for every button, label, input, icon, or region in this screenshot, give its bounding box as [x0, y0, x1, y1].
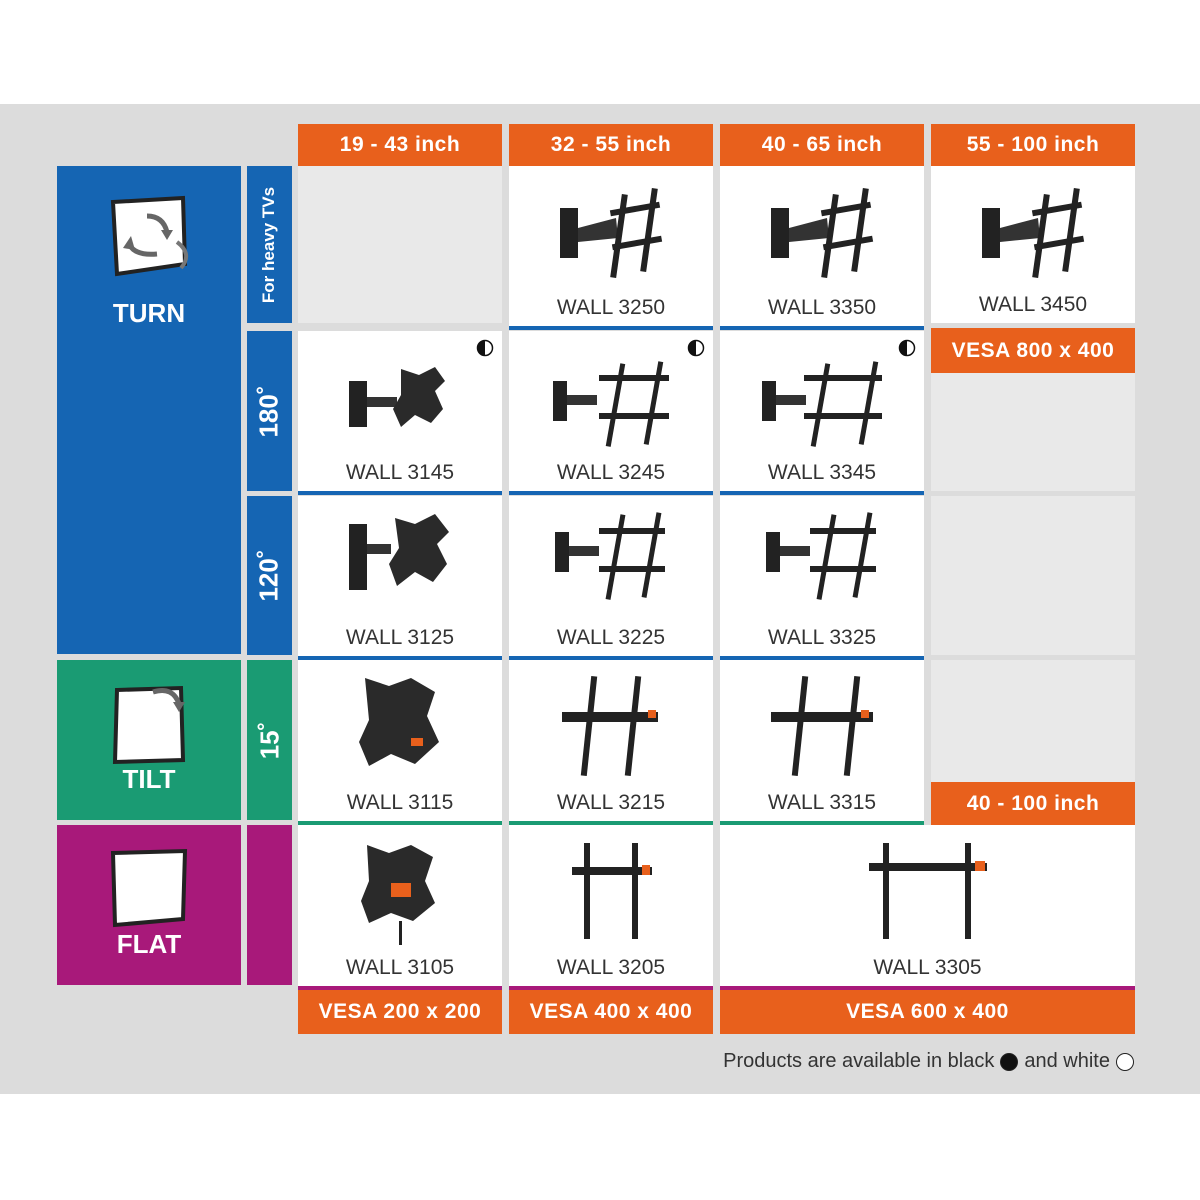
product-label: WALL 3205: [556, 956, 666, 979]
availability-text-black: Products are available in black: [723, 1050, 995, 1072]
tilt-screen-icon: [111, 680, 191, 766]
product-label: WALL 3325: [767, 626, 877, 649]
product-wall-3450[interactable]: [931, 166, 1135, 323]
subrow-flat: [247, 825, 292, 985]
empty-cell: [931, 373, 1135, 491]
subrow-180: [247, 331, 292, 491]
product-wall-3315[interactable]: [720, 660, 924, 825]
half-circle-icon: [476, 339, 494, 357]
empty-cell: [931, 660, 1135, 782]
tv-mount-icon: [764, 508, 880, 603]
availability-note: [723, 1050, 1134, 1073]
product-label: WALL 3305: [873, 956, 982, 979]
product-wall-3325[interactable]: [720, 496, 924, 660]
product-label: WALL 3115: [346, 791, 454, 814]
product-label: WALL 3125: [345, 626, 455, 649]
turn-screen-icon: [107, 194, 193, 280]
column-header-32-55: 32 - 55 inch: [509, 124, 713, 166]
product-label: WALL 3215: [556, 791, 666, 814]
tv-mount-icon: [553, 508, 669, 603]
product-label: WALL 3245: [556, 461, 666, 484]
tv-mount-icon: [566, 837, 656, 947]
subrow-180-label: 180˚: [254, 384, 285, 438]
half-circle-icon: [687, 339, 705, 357]
product-label: WALL 3105: [345, 956, 455, 979]
product-label: WALL 3450: [978, 293, 1088, 316]
product-wall-3205[interactable]: [509, 825, 713, 990]
subrow-heavy-tvs: [247, 166, 292, 323]
category-tilt-label: TILT: [122, 764, 176, 794]
product-label: WALL 3250: [556, 296, 666, 319]
product-label: WALL 3350: [767, 296, 877, 319]
tv-mount-icon: [355, 837, 445, 947]
product-wall-3245[interactable]: [509, 331, 713, 495]
category-flat: [57, 825, 241, 985]
tv-mount-icon: [863, 837, 993, 947]
column-header-55-100: 55 - 100 inch: [931, 124, 1135, 166]
black-dot-icon: [1000, 1053, 1018, 1071]
tv-mount-icon: [345, 361, 455, 441]
product-wall-3305[interactable]: [720, 825, 1135, 990]
subrow-15: [247, 660, 292, 820]
subrow-heavy-tvs-label: For heavy TVs: [259, 186, 279, 303]
tv-mount-icon: [556, 672, 666, 782]
column-header-19-43: 19 - 43 inch: [298, 124, 502, 166]
product-label: WALL 3345: [767, 461, 877, 484]
tv-mount-icon: [767, 672, 877, 782]
white-dot-icon: [1116, 1053, 1134, 1071]
category-tilt: [57, 660, 241, 820]
product-label: WALL 3315: [767, 791, 877, 814]
tv-mount-icon: [760, 359, 884, 449]
product-label: WALL 3145: [345, 461, 455, 484]
vesa-800-badge: VESA 800 x 400: [931, 328, 1135, 373]
inch-40-100-badge: 40 - 100 inch: [931, 782, 1135, 825]
half-circle-icon: [898, 339, 916, 357]
category-turn: [57, 166, 241, 654]
subrow-15-label: 15˚: [253, 721, 284, 759]
product-wall-3105[interactable]: [298, 825, 502, 990]
product-wall-3215[interactable]: [509, 660, 713, 825]
tv-mount-icon: [767, 178, 877, 278]
category-turn-label: TURN: [112, 298, 186, 328]
tv-mount-icon: [556, 178, 666, 278]
tv-mount-icon: [978, 178, 1088, 278]
product-wall-3250[interactable]: [509, 166, 713, 330]
product-wall-3345[interactable]: [720, 331, 924, 495]
vesa-400-badge: VESA 400 x 400: [509, 990, 713, 1034]
flat-screen-icon: [109, 847, 189, 929]
subrow-120-label: 120˚: [254, 549, 285, 602]
product-label: WALL 3225: [556, 626, 666, 649]
product-wall-3350[interactable]: [720, 166, 924, 330]
vesa-600-badge: VESA 600 x 400: [720, 990, 1135, 1034]
product-wall-3125[interactable]: [298, 496, 502, 660]
tv-mount-icon: [345, 508, 455, 603]
availability-text-white: and white: [1024, 1050, 1110, 1072]
vesa-200-badge: VESA 200 x 200: [298, 990, 502, 1034]
empty-cell: [931, 496, 1135, 655]
column-header-40-65: 40 - 65 inch: [720, 124, 924, 166]
empty-cell: [298, 166, 502, 323]
tv-mount-icon: [551, 359, 671, 449]
product-wall-3225[interactable]: [509, 496, 713, 660]
product-wall-3115[interactable]: [298, 660, 502, 825]
category-flat-label: FLAT: [116, 929, 182, 959]
subrow-120: [247, 496, 292, 655]
product-wall-3145[interactable]: [298, 331, 502, 495]
tv-mount-icon: [355, 672, 445, 772]
